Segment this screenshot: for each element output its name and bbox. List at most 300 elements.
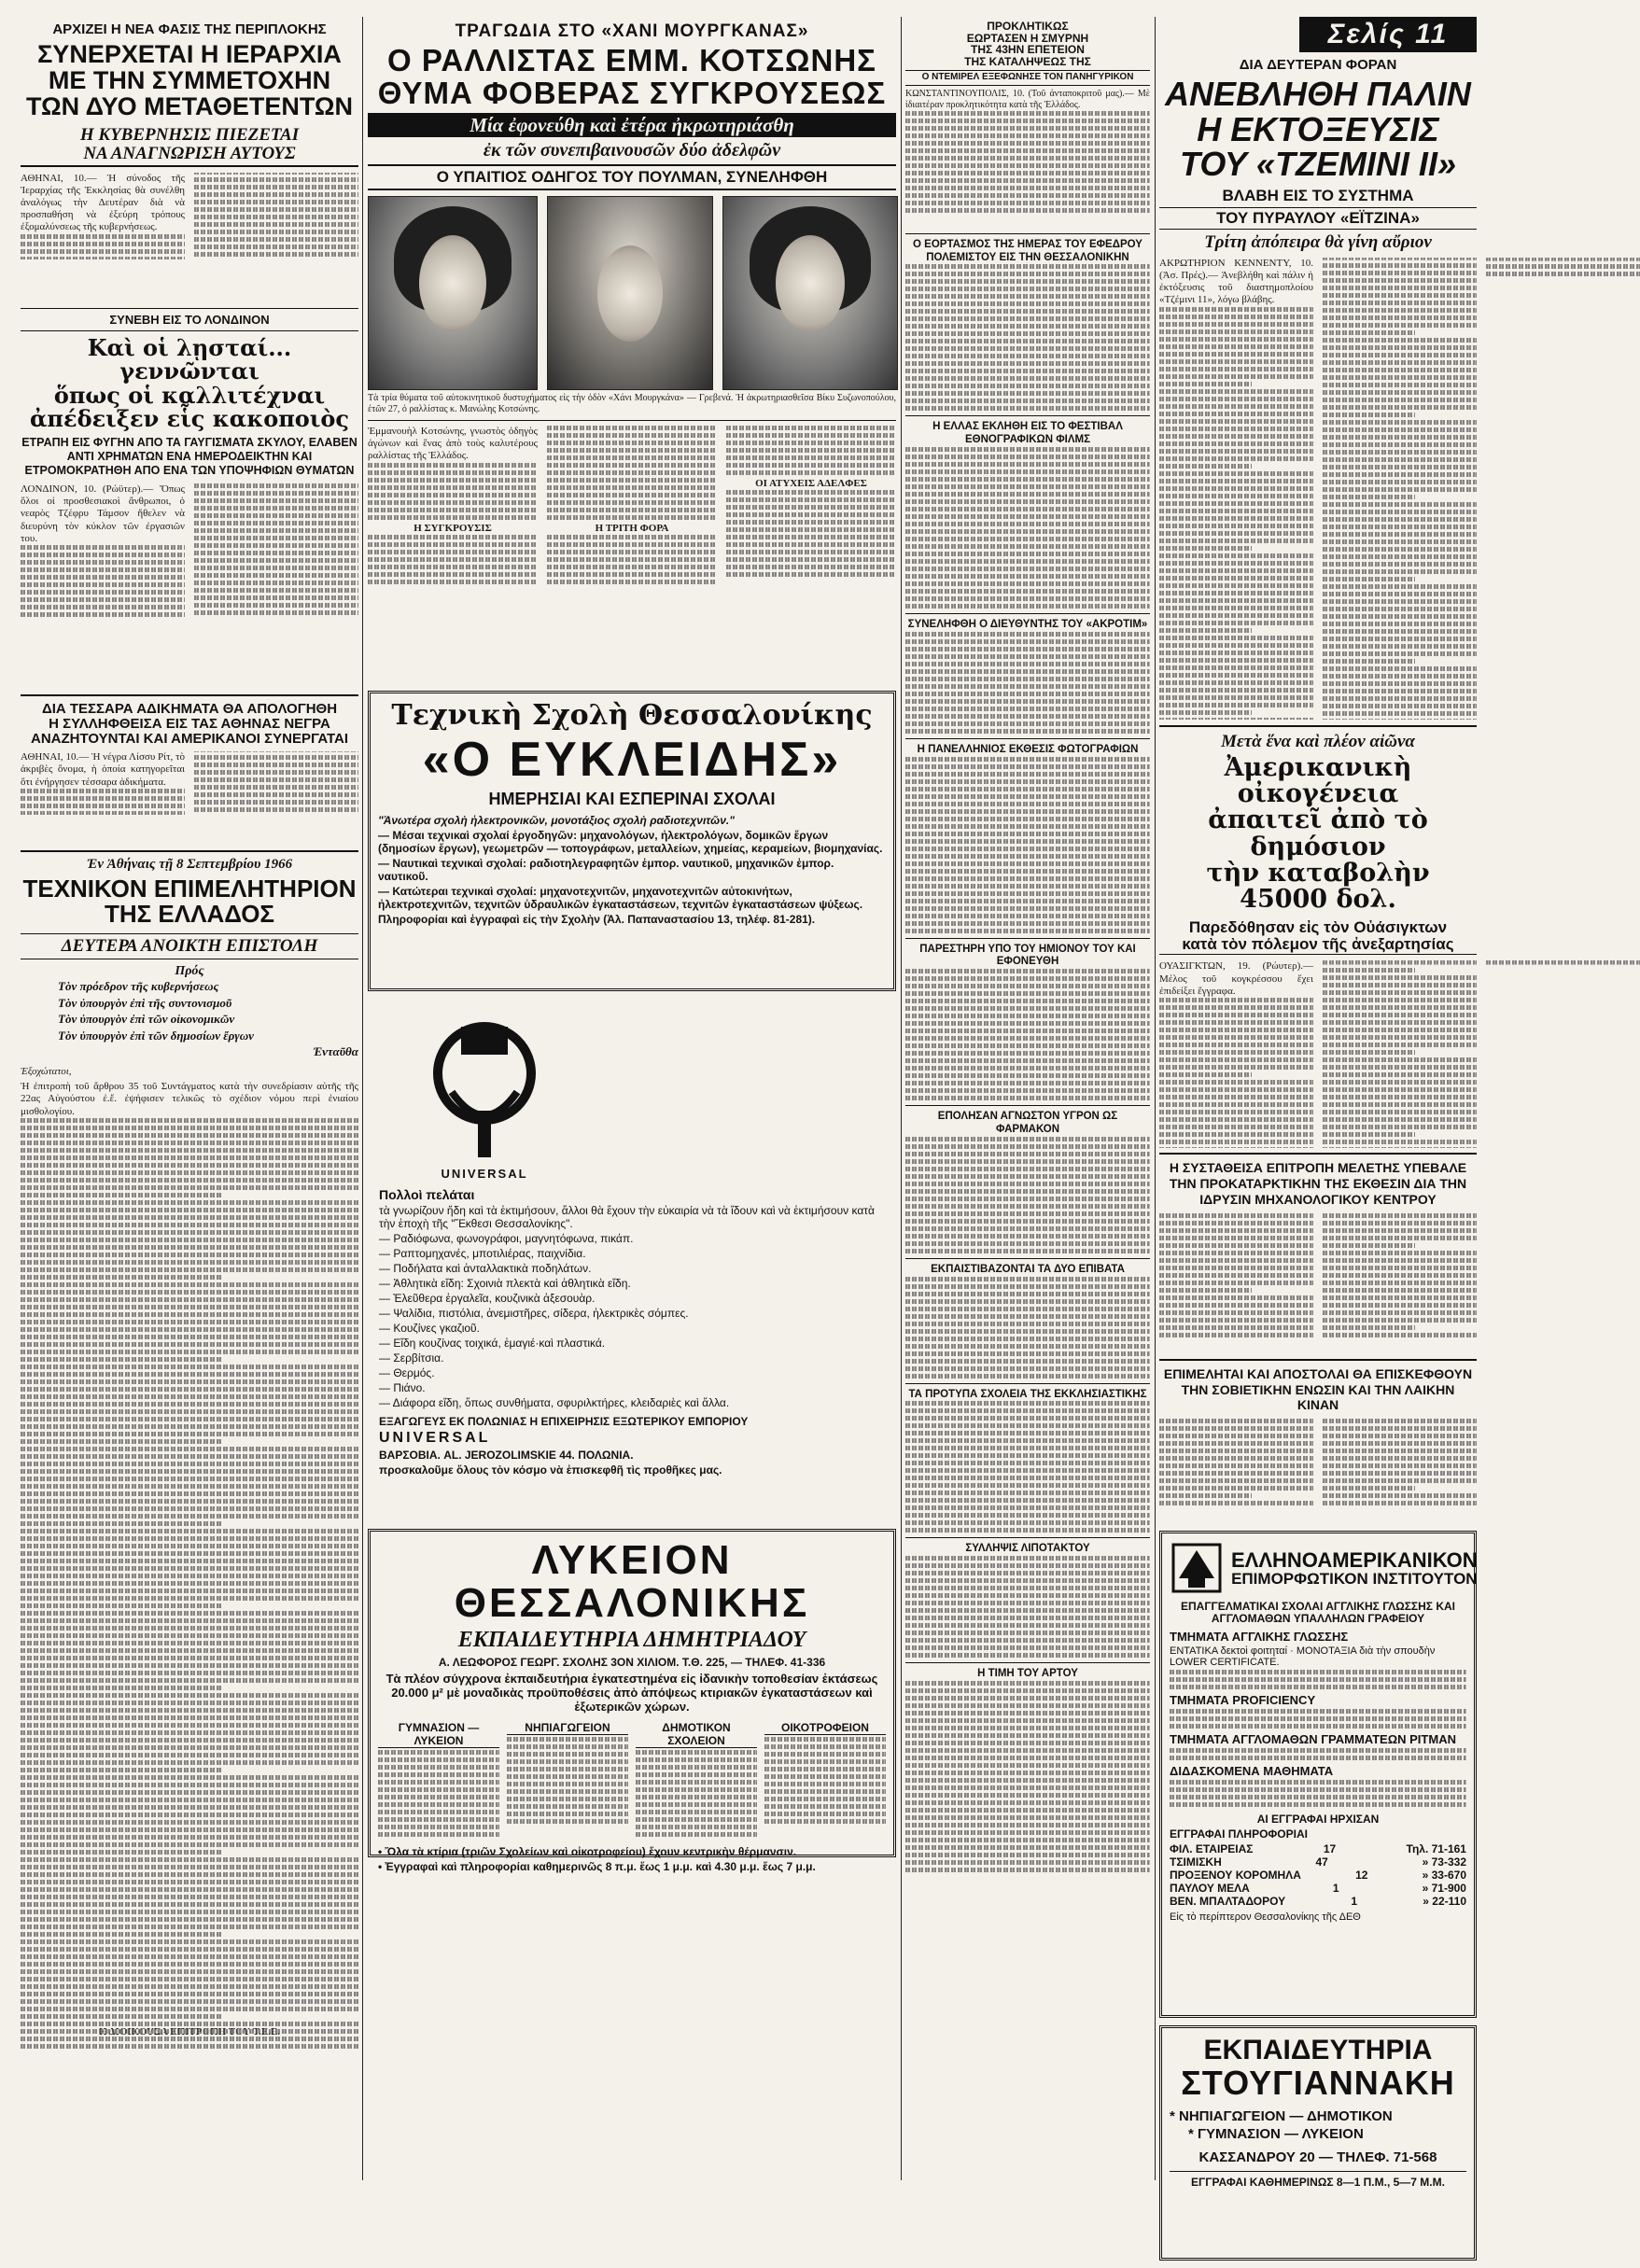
- text-line: [764, 1737, 886, 1742]
- text-line: [905, 969, 1150, 973]
- text-line: [905, 906, 1150, 911]
- text-line: [905, 559, 1150, 564]
- text-line: [905, 1688, 1150, 1693]
- headline: ΕΠΙΜΕΛΗΤΑΙ ΚΑΙ ΑΠΟΣΤΟΛΑΙ ΘΑ ΕΠΙΣΚΕΦΘΟΥΝ ΤΗΝ ΣΟΒΙΕΤΙΚΗΝ ΕΝΩΣΙΝ ΚΑΙ ΤΗΝ ΛΑΙΚΗΝ ΚΙΝΑΝ: [1163, 1365, 1473, 1413]
- universal-logo-label: UNIVERSAL: [441, 1167, 528, 1182]
- text-line: [1159, 1095, 1313, 1099]
- text-line: [21, 1491, 358, 1496]
- column-1: [21, 17, 358, 2041]
- text-line: [1159, 1243, 1313, 1248]
- text-line: [1323, 1221, 1477, 1225]
- headline: ΠΑΡΕΣΤΗΡΗ ΥΠΟ ΤΟΥ ΗΜΙΟΝΟΥ ΤΟΥ ΚΑΙ ΕΦΟΝΕΥΘΗ: [919, 943, 1136, 968]
- text-line: [905, 499, 1150, 504]
- text-line: [21, 1641, 358, 1645]
- text-line: [1159, 449, 1313, 454]
- text-line: [905, 324, 1150, 329]
- text-line: [905, 1036, 1150, 1041]
- text-line: [905, 1189, 1150, 1194]
- text-line: [905, 507, 1150, 511]
- ad-list-item: — Διάφορα εἴδη, ὅπως συνθήματα, σφυριλκτήρες, κλειδαριὲς καὶ ἄλλα.: [379, 1396, 730, 1410]
- ad-list-item: — Ραδιόφωνα, φωνογράφοι, μαγνητόφωνα, πικάπ.: [379, 1232, 634, 1246]
- text-line: [21, 1178, 358, 1183]
- ad-hours: ΕΓΓΡΑΦΑΙ ΚΑΘΗΜΕΡΙΝΩΣ 8—1 Π.Μ., 5—7 Μ.Μ.: [1170, 2171, 1466, 2189]
- text-line: [636, 1817, 757, 1822]
- text-line: [905, 447, 1150, 452]
- text-line: [21, 1790, 358, 1795]
- text-line: [1159, 1050, 1313, 1055]
- text-line: [21, 1447, 358, 1451]
- text-line: [905, 1483, 1150, 1488]
- text-line: [21, 1925, 358, 1929]
- branch-tel: » 33-670: [1422, 1869, 1466, 1883]
- text-line: [1323, 599, 1477, 604]
- text-line: [1159, 621, 1313, 625]
- text-line: [1323, 539, 1477, 544]
- text-line: [378, 1825, 499, 1829]
- text-line: [21, 1282, 358, 1287]
- branch-row: [1170, 1882, 1466, 1895]
- text-line: [1159, 494, 1313, 498]
- text-line: [1159, 628, 1252, 633]
- text-line: [21, 1223, 358, 1227]
- text-line: [1159, 1441, 1313, 1446]
- text-line: [1159, 1110, 1313, 1114]
- text-line: [905, 1299, 1150, 1304]
- text-line: [1159, 344, 1313, 349]
- kicker: ΔΙΑ ΔΕΥΤΕΡΑΝ ΦΟΡΑΝ: [1239, 57, 1397, 73]
- text-line: [905, 1586, 1150, 1590]
- text-line: [1486, 264, 1640, 269]
- text-line: [1159, 315, 1313, 319]
- text-line: [905, 1498, 1150, 1503]
- text-line: [21, 1686, 223, 1690]
- text-line: [1323, 323, 1477, 328]
- text-line: [905, 376, 1150, 381]
- text-line: [905, 764, 1150, 769]
- text-line: [905, 1756, 1150, 1760]
- text-line: [21, 2014, 223, 2019]
- text-line: [905, 384, 1150, 388]
- text-line: [21, 1962, 358, 1967]
- subheadline: ΤΟΥ ΠΥΡΑΥΛΟΥ «ΕΪΤΖΙΝΑ»: [1159, 207, 1477, 230]
- text-line: [1159, 546, 1252, 551]
- text-line: [764, 1752, 886, 1757]
- text-line: [21, 1185, 358, 1190]
- text-line: [905, 529, 1150, 534]
- text-line: [507, 1744, 628, 1749]
- ad-list-item: — Ψαλίδια, πιστόλια, ἀνεμιστῆρες, σίδερα, ἠλεκτρικὲς σόμπες.: [379, 1307, 689, 1321]
- text-line: [1323, 375, 1477, 380]
- text-line: [905, 1137, 1150, 1141]
- branch-name: ΦΙΛ. ΕΤΑΙΡΕΙΑΣ: [1170, 1842, 1254, 1856]
- text-line: [1159, 501, 1313, 506]
- text-line: [905, 707, 1150, 711]
- headline: ΣΥΝΕΡΧΕΤΑΙ Η ΙΕΡΑΡΧΙΑ: [37, 39, 342, 68]
- text-line: [905, 1438, 1150, 1443]
- text-line: [21, 1947, 358, 1952]
- text-line: [1323, 278, 1477, 283]
- text-line: [905, 1182, 1150, 1186]
- ad-lead: Τὰ πλέον σύγχρονα ἐκπαιδευτήρια ἐγκατεστημένα εἰς ἰδανικὴν τοποθεσίαν ἐκτάσεως 20.000 μ² μὲ μοναδικὰς προϋποθέσεις ἀπὸ ἀπόψεως κτιριακῶν ἐγκαταστάσεων καὶ ἐξωτερικῶν χώρων.: [385, 1672, 878, 1715]
- ad-address: ΒΑΡΣΟΒΙΑ. AL. JEROZOLIMSKIE 44. ΠΟΛΩΝΙΑ.: [379, 1449, 634, 1463]
- text-line: [21, 1118, 358, 1123]
- text-line: [764, 1744, 886, 1749]
- text-line: [1323, 390, 1477, 395]
- text-line: [905, 1741, 1150, 1745]
- text-line: [1323, 1449, 1477, 1453]
- text-line: [1159, 1281, 1313, 1285]
- text-line: [21, 1409, 358, 1414]
- text-line: [21, 1813, 358, 1817]
- text-line: [905, 1718, 1150, 1723]
- text-line: [1323, 1057, 1477, 1062]
- text-line: [905, 1204, 1150, 1209]
- headline: ΔΙΑ ΤΕΣΣΑΡΑ ΑΔΙΚΗΜΑΤΑ ΘΑ ΑΠΟΛΟΓΗΘΗ: [41, 701, 338, 718]
- text-line: [905, 1431, 1150, 1435]
- branch-n: 47: [1315, 1855, 1328, 1869]
- text-line: [764, 1789, 886, 1794]
- text-line: [905, 537, 1150, 541]
- ad-title: ΛΥΚΕΙΟΝ ΘΕΣΣΑΛΟΝΙΚΗΣ: [454, 1537, 810, 1627]
- ad-item-list: [379, 1232, 883, 1409]
- text-line: [905, 1006, 1150, 1011]
- text-line: [1159, 1028, 1313, 1032]
- text-line: [1159, 419, 1313, 424]
- text-line: [905, 604, 1150, 609]
- text-line: [905, 544, 1150, 549]
- text-line: [21, 1715, 358, 1720]
- text-line: [1323, 689, 1477, 693]
- text-line: [905, 1468, 1150, 1473]
- letter-body: [21, 1081, 358, 2023]
- text-line: [1323, 435, 1477, 440]
- text-line: [905, 729, 1150, 734]
- text-line: [1323, 510, 1477, 514]
- letter-lead: Ἡ ἐπιτροπὴ τοῦ ἄρθρου 35 τοῦ Συντάγματος κατὰ τὴν συνεδρίασιν αὐτῆς τῆς 22ας Αὐγούστου ἐ.ἔ. ἐψήφισεν τελικῶς τὸ σχέδιον νόμου περὶ ἐνιαίου μισθολογίου.: [21, 1081, 358, 1117]
- text-line: [905, 684, 1150, 689]
- text-line: [1159, 307, 1313, 312]
- text-line: [1159, 613, 1313, 618]
- text-line: [905, 839, 1150, 844]
- text-line: [21, 1462, 358, 1466]
- text-line: [905, 1249, 1150, 1253]
- branch-row: [1170, 1855, 1466, 1869]
- text-line: [1159, 1221, 1313, 1225]
- text-line: [1159, 576, 1313, 581]
- branch-name: ΠΑΥΛΟΥ ΜΕΛΑ: [1170, 1882, 1250, 1896]
- text-line: [764, 1819, 886, 1824]
- text-line: [1323, 696, 1477, 701]
- text-line: [905, 574, 1150, 579]
- branch-row: [1170, 1895, 1466, 1908]
- text-line: [21, 1910, 358, 1914]
- text-line: [21, 1215, 358, 1220]
- text-line: [905, 1453, 1150, 1458]
- ad-registration: ΑΙ ΕΓΓΡΑΦΑΙ ΗΡΧΙΣΑΝ: [1256, 1813, 1380, 1827]
- ad-column: [507, 1719, 628, 1840]
- text-line: [21, 1745, 358, 1750]
- headline: Η ΣΥΣΤΑΘΕΙΣΑ ΕΠΙΤΡΟΠΗ ΜΕΛΕΤΗΣ ΥΠΕΒΑΛΕ ΤΗΝ ΠΡΟΚΑΤΑΡΚΤΙΚΗΝ ΤΗΣ ΕΚΘΕΣΙΝ ΔΙΑ ΤΗΝ ΙΔΡΥΣΙΝ ΜΗΧΑΝΟΛΟΓΙΚΟΥ ΚΕΝΤΡΟΥ: [1169, 1160, 1467, 1208]
- text-line: [1159, 1072, 1252, 1077]
- headline: Η ΕΛΛΑΣ ΕΚΛΗΘΗ ΕΙΣ ΤΟ ΦΕΣΤΙΒΑΛ ΕΘΝΟΓΡΑΦΙΚΩΝ ΦΙΛΜΣ: [932, 421, 1123, 446]
- text-line: [636, 1825, 757, 1829]
- text-line: [1323, 629, 1477, 634]
- text-line: [1159, 643, 1313, 648]
- headline: Η ΤΙΜΗ ΤΟΥ ΑΡΤΟΥ: [977, 1668, 1078, 1680]
- text-line: [636, 1832, 757, 1837]
- lykeion-ad: [368, 1529, 896, 1874]
- text-line: [905, 1726, 1150, 1730]
- text-line: [21, 1872, 358, 1877]
- text-line: [905, 1785, 1150, 1790]
- text-line: [1323, 562, 1477, 567]
- text-line: [905, 354, 1150, 358]
- branch-name: ΤΣΙΜΙΣΚΗ: [1170, 1855, 1222, 1869]
- ad-column: [378, 1719, 499, 1840]
- text-line: [1323, 1258, 1477, 1263]
- text-line: [507, 1819, 628, 1824]
- text-line: [1159, 1310, 1313, 1315]
- text-line: [905, 929, 1150, 933]
- ad-line: * ΓΥΜΝΑΣΙΟΝ — ΛΥΚΕΙΟΝ: [1188, 2125, 1364, 2142]
- article-body: [368, 426, 896, 683]
- ad-list-item: — Κουζίνες γκαζιοῦ.: [379, 1322, 480, 1336]
- text-line: [1159, 591, 1313, 595]
- text-line: [21, 1977, 358, 1981]
- text-line: [905, 884, 1150, 889]
- text-line: [507, 1812, 628, 1816]
- column-2: [368, 17, 896, 1874]
- text-line: [1323, 525, 1477, 529]
- text-line: [905, 264, 1150, 269]
- text-line: [1159, 1087, 1313, 1092]
- text-line: [905, 1830, 1150, 1835]
- text-line: [1323, 457, 1477, 462]
- subheadline: ΕΤΡΑΠΗ ΕΙΣ ΦΥΓΗΝ ΑΠΟ ΤΑ ΓΑΥΓΙΣΜΑΤΑ ΣΚΥΛΟΥ, ΕΛΑΒΕΝ ΑΝΤΙ ΧΡΗΜΑΤΩΝ ΕΝΑ ΗΜΕΡΟΔΕΙΚΤΗΝ ΚΑΙ ΕΤΡΟΜΟΚΡΑΤΗΘΗ ΑΠΟ ΕΝΑ ΤΩΝ ΥΠΟΨΗΦΙΩΝ ΘΥΜΑΤΩΝ: [21, 436, 357, 478]
- text-line: [1323, 427, 1477, 432]
- text-line: [1159, 1236, 1313, 1240]
- text-line: [21, 1902, 358, 1907]
- kicker: ΤΗΣ ΚΑΤΑΛΗΨΕΩΣ ΤΗΣ: [964, 54, 1091, 68]
- article-lead: Ἐμμανουὴλ Κοτσώνης, γνωστὸς ὁδηγὸς ἀγώνων καὶ ἕνας ἀπὸ τοὺς καλυτέρους ραλλίστας τῆς Ἑλλάδος.: [368, 426, 538, 462]
- branch-tel: Τηλ. 71-161: [1406, 1842, 1466, 1856]
- text-line: [21, 1484, 358, 1489]
- text-line: [378, 1757, 499, 1762]
- ad-column-title: ΝΗΠΙΑΓΩΓΕΙΟΝ: [507, 1721, 628, 1735]
- text-line: [21, 1312, 358, 1317]
- headline: ἀπέδειξεν εἷς κακοποιὸς: [29, 404, 350, 432]
- text-line: [905, 802, 1150, 806]
- photo-woman-left: [368, 196, 538, 390]
- text-line: [905, 1226, 1150, 1231]
- text-line: [905, 1631, 1150, 1635]
- text-line: [21, 1327, 358, 1332]
- headline: ΣΥΛΛΗΨΙΣ ΛΙΠΟΤΑΚΤΟΥ: [965, 1543, 1090, 1555]
- ad-line: * ΝΗΠΙΑΓΩΓΕΙΟΝ — ΔΗΜΟΤΙΚΟΝ: [1170, 2107, 1393, 2124]
- text-line: [905, 1461, 1150, 1465]
- headline: ΜΕ ΤΗΝ ΣΥΜΜΕΤΟΧΗΝ: [48, 66, 331, 95]
- institute-ad: [1159, 1531, 1477, 2018]
- text-line: [21, 1365, 358, 1369]
- text-line: [21, 1133, 358, 1138]
- text-line: [21, 1439, 223, 1444]
- text-line: [1159, 1266, 1313, 1270]
- text-line: [507, 1797, 628, 1801]
- text-line: [21, 1842, 358, 1847]
- text-line: [1159, 1463, 1313, 1468]
- text-line: [1159, 998, 1313, 1002]
- ad-list-item: — Πιάνο.: [379, 1381, 426, 1395]
- text-line: [1159, 1258, 1313, 1263]
- text-line: [21, 1342, 358, 1347]
- text-line: [21, 2007, 358, 2011]
- text-line: [21, 1260, 358, 1265]
- text-line: [21, 1678, 358, 1683]
- text-line: [1323, 1486, 1415, 1491]
- text-line: [905, 976, 1150, 981]
- text-line: [21, 1290, 358, 1295]
- text-line: [1323, 338, 1477, 343]
- text-line: [905, 1322, 1150, 1326]
- text-line: [1159, 1117, 1313, 1122]
- branch-name: ΒΕΝ. ΜΠΑΛΤΑΔΟΡΟΥ: [1170, 1895, 1286, 1909]
- branch-n: 1: [1332, 1882, 1339, 1896]
- text-line: [905, 1167, 1150, 1171]
- text-line: [905, 869, 1150, 874]
- article-body: [21, 483, 358, 689]
- text-line: [905, 1284, 1150, 1289]
- letter-subtitle: ΔΕΥΤΕΡΑ ΑΝΟΙΚΤΗ ΕΠΙΣΤΟΛΗ: [21, 933, 358, 959]
- text-line: [21, 1887, 358, 1892]
- text-line: [905, 1593, 1150, 1598]
- text-line: [905, 1219, 1150, 1224]
- letter-addressee: Τὸν ὑπουργὸν ἐπὶ τῆς συντονισμοῦ: [58, 995, 232, 1010]
- text-line: [905, 1491, 1150, 1495]
- text-line: [21, 1208, 358, 1212]
- text-line: [1323, 1501, 1477, 1505]
- text-line: [905, 331, 1150, 336]
- text-line: [378, 1772, 499, 1777]
- text-line: [21, 1738, 358, 1743]
- text-line: [21, 1783, 358, 1787]
- text-line: [1323, 271, 1477, 275]
- text-line: [636, 1795, 757, 1799]
- text-line: [905, 1366, 1150, 1371]
- text-line: [905, 1174, 1150, 1179]
- text-line: [21, 1372, 358, 1377]
- institute-crest-icon: [1170, 1541, 1224, 1595]
- text-line: [905, 455, 1150, 459]
- text-line: [1159, 337, 1313, 342]
- section-label: Η ΣΥΓΚΡΟΥΣΙΣ: [414, 522, 492, 534]
- short-stories: [905, 233, 1150, 1872]
- letter-pros: Πρός: [175, 963, 204, 978]
- text-line: [905, 632, 1150, 637]
- ad-import: ΕΞΑΓΩΓΕΥΣ ΕΚ ΠΟΛΩΝΙΑΣ Η ΕΠΙΧΕΙΡΗΣΙΣ ΕΞΩΤΕΡΙΚΟΥ ΕΜΠΟΡΙΟΥ: [379, 1415, 749, 1429]
- branch-row: [1170, 1842, 1466, 1855]
- text-line: [905, 1711, 1150, 1715]
- subheadline: Τρίτη ἀπόπειρα θὰ γίνη αὔριον: [1204, 231, 1432, 252]
- text-line: [1486, 272, 1640, 276]
- letter-date: Ἐν Ἀθήναις τῇ 8 Σεπτεμβρίου 1966: [86, 857, 293, 873]
- text-line: [1323, 998, 1477, 1002]
- headline: Ο ΡΑΛΛΙΣΤΑΣ ΕΜΜ. ΚΟΤΣΩΝΗΣ: [387, 42, 876, 77]
- ad-list-item: — Εἴδη κουζίνας τοιχικά, ἐμαγιέ·καὶ πλαστικά.: [379, 1337, 606, 1351]
- text-line: [378, 1780, 499, 1785]
- text-line: [21, 1551, 358, 1556]
- text-line: [1159, 1020, 1313, 1025]
- text-line: [636, 1750, 757, 1755]
- text-line: [21, 1335, 358, 1339]
- article-body: [21, 751, 358, 845]
- ad-title: Τεχνικὴ Σχολὴ Θεσσαλονίκης: [391, 699, 873, 733]
- headline: ΑΝΑΖΗΤΟΥΝΤΑΙ ΚΑΙ ΑΜΕΡΙΚΑΝΟΙ ΣΥΝΕΡΓΑΤΑΙ: [30, 730, 348, 747]
- ad-column: [764, 1719, 886, 1840]
- text-line: [905, 1021, 1150, 1026]
- headline: ΑΝΕΒΛΗΘΗ ΠΑΛΙΝ: [1165, 74, 1471, 113]
- photo-strip: [368, 196, 896, 390]
- text-line: [1159, 1288, 1252, 1293]
- text-line: [1323, 644, 1477, 649]
- text-line: [905, 721, 1150, 726]
- ad-subtitle: ΗΜΕΡΗΣΙΑΙ ΚΑΙ ΕΣΠΕΡΙΝΑΙ ΣΧΟΛΑΙ: [488, 790, 776, 809]
- text-line: [905, 309, 1150, 314]
- text-line: [1323, 607, 1477, 611]
- text-line: [905, 469, 1150, 474]
- text-line: [905, 914, 1150, 918]
- text-line: [905, 1096, 1150, 1100]
- text-line: [1323, 569, 1477, 574]
- text-line: [21, 1984, 358, 1989]
- text-line: [1323, 495, 1415, 499]
- text-line: [1323, 405, 1477, 410]
- text-line: [1159, 1333, 1313, 1337]
- text-line: [905, 817, 1150, 821]
- text-line: [1159, 404, 1313, 409]
- text-line: [905, 662, 1150, 666]
- ad-address: ΚΑΣΣΑΝΔΡΟΥ 20 — ΤΗΛΕΦ. 71-568: [1198, 2149, 1437, 2165]
- text-line: [1323, 1035, 1477, 1040]
- ad-list-item: — Ποδήλατα καὶ ἀνταλλακτικὰ ποδηλάτων.: [379, 1262, 592, 1276]
- text-line: [1159, 329, 1313, 334]
- text-line: [21, 1148, 358, 1153]
- text-line: [905, 1608, 1150, 1613]
- column-4: [1159, 17, 1477, 2268]
- text-line: [21, 1760, 358, 1765]
- ad-column-title: ΔΗΜΟΤΙΚΟΝ ΣΧΟΛΕΙΟΝ: [636, 1721, 757, 1748]
- text-line: [905, 339, 1150, 343]
- text-line: [905, 1446, 1150, 1450]
- text-line: [905, 809, 1150, 814]
- text-line: [1323, 1020, 1477, 1025]
- text-line: [905, 1528, 1150, 1533]
- text-line: [21, 1253, 358, 1257]
- text-line: [1323, 651, 1477, 656]
- text-line: [1159, 427, 1313, 431]
- branch-name: ΠΡΟΞΕΝΟΥ ΚΟΡΟΜΗΛΑ: [1170, 1869, 1301, 1883]
- text-line: [21, 1357, 223, 1362]
- text-line: [507, 1782, 628, 1786]
- text-line: [507, 1752, 628, 1757]
- text-line: [1159, 352, 1313, 357]
- text-line: [905, 876, 1150, 881]
- text-line: [1323, 1471, 1477, 1476]
- text-line: [21, 2037, 358, 2041]
- text-line: [1159, 1456, 1313, 1461]
- text-line: [905, 492, 1150, 497]
- text-line: [1159, 367, 1313, 371]
- ad-title: ΕΠΙΜΟΡΦΩΤΙΚΟΝ ΙΝΣΤΙΤΟΥΤΟΝ: [1231, 1569, 1478, 1588]
